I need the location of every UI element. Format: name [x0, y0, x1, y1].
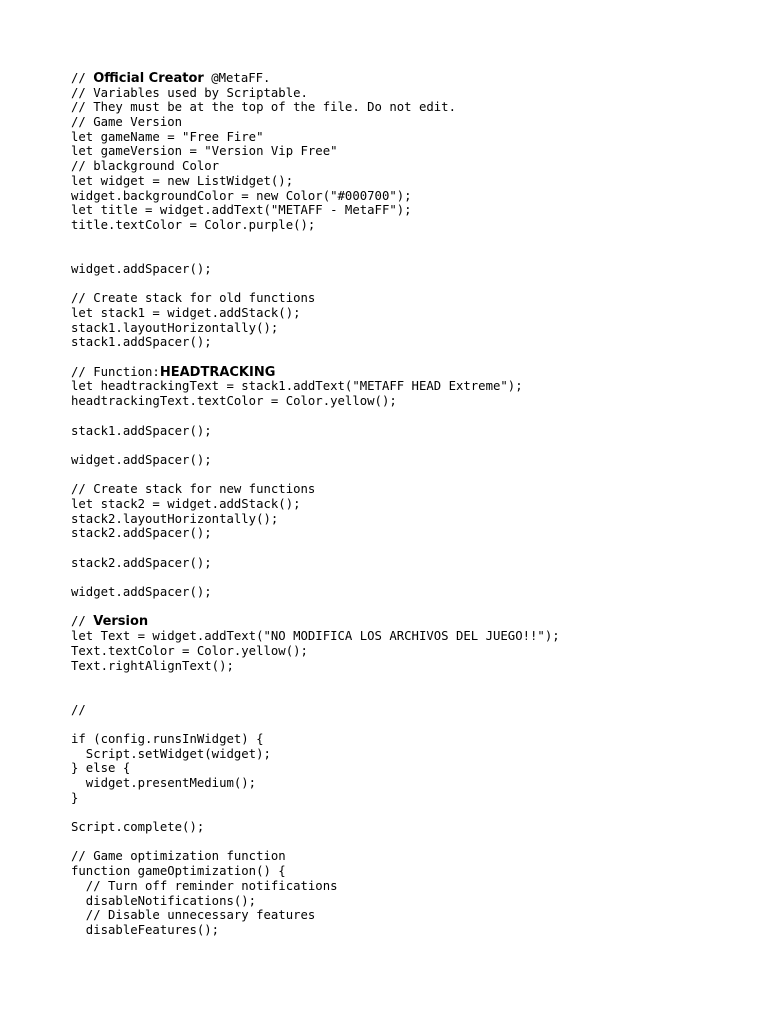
code-line: stack1.addSpacer(); [71, 335, 212, 350]
code-line: widget.presentMedium(); [71, 776, 257, 790]
code-line: // blackground Color [71, 159, 220, 174]
code-line-bold-heading: Version [93, 614, 149, 630]
code-line: Script.complete(); [71, 820, 205, 835]
code-line: let widget = new ListWidget(); [71, 173, 294, 188]
code-line [71, 350, 751, 365]
code-line: // Turn off reminder notifications [71, 878, 338, 893]
code-line [71, 835, 751, 850]
code-line: } else { [71, 761, 131, 776]
code-line: disableNotifications(); [71, 893, 257, 908]
code-line: } [71, 790, 79, 805]
code-line: title.textColor = Color.purple(); [71, 217, 316, 232]
code-line [71, 614, 751, 629]
code-line: let gameName = "Free Fire" [71, 129, 264, 144]
code-line [71, 673, 751, 688]
code-line: stack2.layoutHorizontally(); [71, 511, 279, 526]
code-line-suffix: @MetaFF. [203, 71, 271, 85]
code-line: widget.backgroundColor = new Color("#000700"); [71, 188, 412, 203]
code-line-prefix: // [71, 71, 94, 85]
code-line [71, 688, 751, 703]
code-document [71, 71, 751, 938]
code-line: // [71, 702, 86, 717]
code-line [71, 71, 751, 86]
code-line [71, 409, 751, 424]
code-line: // They must be at the top of the file. Do not edit. [71, 100, 456, 115]
code-line [71, 717, 751, 732]
code-line: // Game Version [71, 115, 183, 130]
code-line [71, 805, 751, 820]
code-line [71, 365, 751, 380]
code-line: Script.setWidget(widget); [71, 746, 271, 761]
code-line [71, 277, 751, 292]
code-line-prefix: // Function: [71, 364, 160, 379]
code-line [71, 438, 751, 453]
code-line [71, 541, 751, 556]
code-line [71, 247, 751, 262]
code-line: let gameVersion = "Version Vip Free" [71, 144, 338, 159]
code-line: widget.addSpacer(); [71, 261, 212, 276]
code-line: stack1.layoutHorizontally(); [71, 320, 279, 335]
code-line-bold-heading: Official Creator [93, 71, 204, 86]
code-line: let title = widget.addText("METAFF - MetaFF"); [71, 203, 412, 218]
code-line: Text.rightAlignText(); [71, 658, 234, 673]
code-line: function gameOptimization() { [71, 864, 286, 879]
code-line: stack2.addSpacer(); [71, 555, 212, 570]
code-line [71, 233, 751, 248]
code-line: widget.addSpacer(); [71, 452, 212, 467]
code-line [71, 570, 751, 585]
code-line: headtrackingText.textColor = Color.yellow(); [71, 394, 397, 409]
code-line-bold-heading: HEADTRACKING [159, 364, 276, 380]
code-line: // Create stack for old functions [71, 291, 316, 306]
code-line: widget.addSpacer(); [71, 585, 212, 600]
code-line-prefix: // [71, 614, 94, 629]
code-line: // Create stack for new functions [71, 482, 316, 497]
code-line: let stack2 = widget.addStack(); [71, 496, 301, 511]
code-line [71, 600, 751, 615]
code-line: let stack1 = widget.addStack(); [71, 306, 301, 320]
code-line: Text.textColor = Color.yellow(); [71, 643, 308, 658]
code-line [71, 468, 751, 483]
code-line: // Variables used by Scriptable. [71, 85, 308, 100]
code-line: // Disable unnecessary features [71, 908, 316, 923]
code-line: // Game optimization function [71, 849, 286, 864]
code-line: stack2.addSpacer(); [71, 526, 212, 541]
code-line: if (config.runsInWidget) { [71, 731, 264, 746]
code-line: stack1.addSpacer(); [71, 423, 212, 438]
code-line: let Text = widget.addText("NO MODIFICA LOS ARCHIVOS DEL JUEGO!!"); [71, 629, 560, 644]
code-line: disableFeatures(); [71, 922, 220, 937]
code-line: let headtrackingText = stack1.addText("METAFF HEAD Extreme"); [71, 379, 523, 394]
